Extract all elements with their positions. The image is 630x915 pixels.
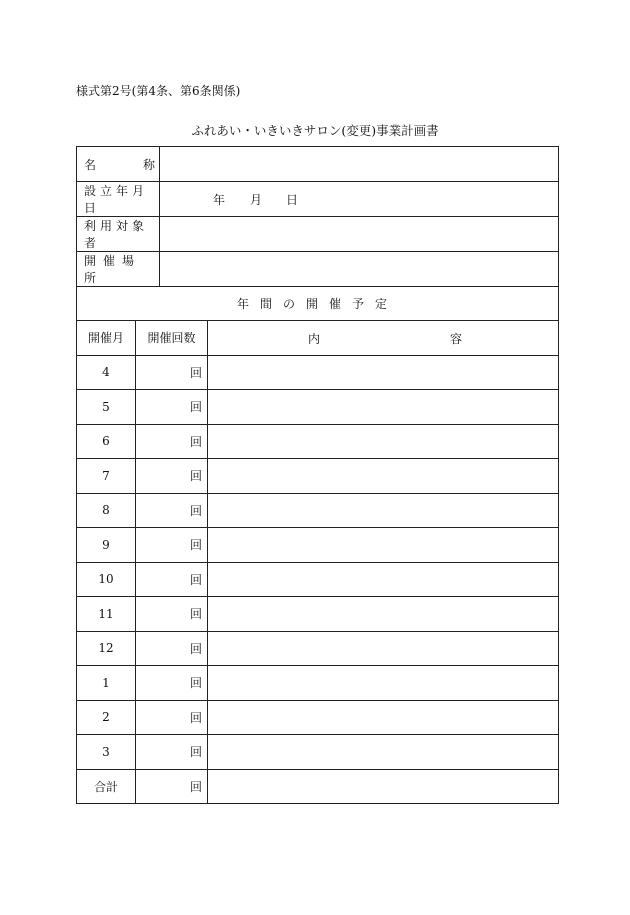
month-cell: 9 <box>77 528 136 563</box>
content-cell[interactable] <box>208 355 559 390</box>
schedule-column-header-row <box>77 321 559 356</box>
count-cell[interactable]: 回 <box>136 666 208 701</box>
plan-form-table <box>76 146 559 804</box>
schedule-row <box>77 700 559 735</box>
count-cell[interactable]: 回 <box>136 390 208 425</box>
month-cell: 12 <box>77 631 136 666</box>
schedule-row <box>77 493 559 528</box>
established-label: 設立年月日 <box>77 181 160 216</box>
form-number: 様式第2号(第4条、第6条関係) <box>76 84 241 98</box>
count-cell[interactable]: 回 <box>136 493 208 528</box>
col-count-header: 開催回数 <box>136 321 208 356</box>
venue-row <box>77 251 559 286</box>
schedule-row <box>77 597 559 632</box>
target-users-field[interactable] <box>160 216 559 251</box>
month-cell: 1 <box>77 666 136 701</box>
venue-label: 開催場所 <box>77 251 160 286</box>
target-row <box>77 216 559 251</box>
content-cell[interactable] <box>208 562 559 597</box>
content-cell[interactable] <box>208 700 559 735</box>
count-cell[interactable]: 回 <box>136 735 208 770</box>
count-cell[interactable]: 回 <box>136 631 208 666</box>
count-cell[interactable]: 回 <box>136 528 208 563</box>
month-cell: 2 <box>77 700 136 735</box>
month-cell: 6 <box>77 424 136 459</box>
established-row <box>77 181 559 216</box>
schedule-row <box>77 666 559 701</box>
month-cell: 3 <box>77 735 136 770</box>
schedule-row <box>77 735 559 770</box>
schedule-row <box>77 424 559 459</box>
content-cell[interactable] <box>208 390 559 425</box>
content-cell[interactable] <box>208 424 559 459</box>
content-cell[interactable] <box>208 528 559 563</box>
content-cell[interactable] <box>208 459 559 494</box>
month-cell: 7 <box>77 459 136 494</box>
name-field[interactable] <box>160 147 559 182</box>
count-cell[interactable]: 回 <box>136 562 208 597</box>
month-unit: 月 <box>250 192 263 207</box>
count-cell[interactable]: 回 <box>136 355 208 390</box>
schedule-row <box>77 355 559 390</box>
month-cell: 5 <box>77 390 136 425</box>
col-content-header: 内 容 <box>208 321 559 356</box>
year-unit: 年 <box>213 192 226 207</box>
month-cell: 4 <box>77 355 136 390</box>
day-unit: 日 <box>286 192 299 207</box>
month-cell: 11 <box>77 597 136 632</box>
count-cell[interactable]: 回 <box>136 424 208 459</box>
content-cell[interactable] <box>208 631 559 666</box>
count-cell[interactable]: 回 <box>136 597 208 632</box>
month-cell: 10 <box>77 562 136 597</box>
total-count-cell[interactable]: 回 <box>136 769 208 804</box>
page-title: ふれあい・いきいきサロン(変更)事業計画書 <box>191 123 439 138</box>
total-label: 合計 <box>77 769 136 804</box>
content-cell[interactable] <box>208 666 559 701</box>
schedule-heading: 年間の開催予定 <box>77 286 559 321</box>
name-row <box>77 147 559 182</box>
total-content-cell[interactable] <box>208 769 559 804</box>
count-cell[interactable]: 回 <box>136 459 208 494</box>
name-label: 名 称 <box>77 147 160 182</box>
content-cell[interactable] <box>208 735 559 770</box>
month-cell: 8 <box>77 493 136 528</box>
established-date-field[interactable] <box>160 181 559 216</box>
schedule-row <box>77 390 559 425</box>
schedule-row <box>77 459 559 494</box>
target-users-label: 利用対象者 <box>77 216 160 251</box>
venue-field[interactable] <box>160 251 559 286</box>
content-cell[interactable] <box>208 597 559 632</box>
count-cell[interactable]: 回 <box>136 700 208 735</box>
col-month-header: 開催月 <box>77 321 136 356</box>
schedule-row <box>77 528 559 563</box>
schedule-heading-row <box>77 286 559 321</box>
content-cell[interactable] <box>208 493 559 528</box>
schedule-row <box>77 631 559 666</box>
schedule-total-row <box>77 769 559 804</box>
schedule-row <box>77 562 559 597</box>
